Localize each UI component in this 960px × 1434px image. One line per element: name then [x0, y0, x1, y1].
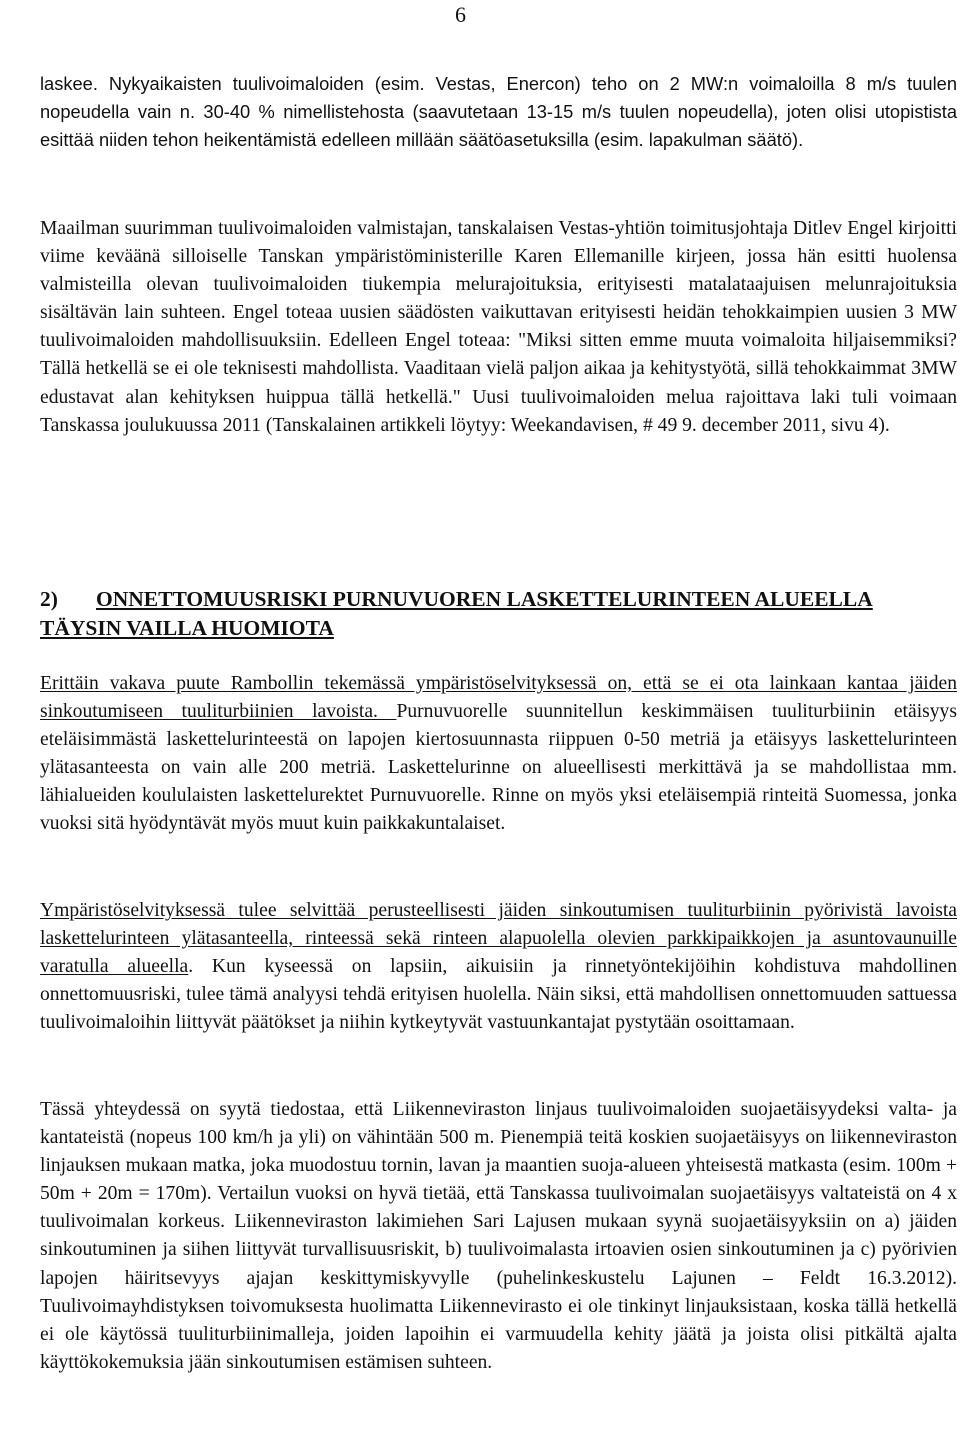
section-title-line1: ONNETTOMUUSRISKI PURNUVUOREN LASKETTELURINTEEN ALUEELLA: [96, 587, 873, 611]
paragraph-wind-power-output: laskee. Nykyaikaisten tuulivoimaloiden (esim. Vestas, Enercon) teho on 2 MW:n voimaloilla 8 m/s tuulen nopeudella vain n. 30-40 % nimellistehosta (saavutetaan 13-15 m/s tuulen nopeudella), joten olisi utopistista esittää niiden tehon heikentämistä edelleen millään säätöasetuksilla (esim. lapakulman säätö).: [40, 73, 957, 151]
paragraph-ice-throw-study-underlined: Ympäristöselvityksessä tulee selvittää perusteellisesti jäiden sinkoutumisen tuuliturbiinin pyörivistä lavoista laskettelurinteen ylätasanteella, rinteessä sekä rinteen alapuolella olevien parkkipaikkojen ja asuntovaunuille varatulla alueella: [40, 900, 957, 978]
paragraph-ski-slope-risk-underlined: Erittäin vakava puute Rambollin tekemässä ympäristöselvityksessä on, että se ei ota lainkaan kantaa jäiden sinkoutumiseen tuuliturbiinien lavoista.: [40, 673, 957, 723]
paragraph-ski-slope-risk: [40, 670, 957, 839]
section-number: 2): [40, 587, 58, 611]
section-heading: [40, 585, 957, 643]
page-number: 6: [455, 2, 466, 27]
paragraph-vestas-letter: Maailman suurimman tuulivoimaloiden valmistajan, tanskalaisen Vestas-yhtiön toimitusjohtaja Ditlev Engel kirjoitti viime keväänä silloiselle Tanskan ympäristöministerille Karen Ellemanille kirjeen, jossa hän esitti huolensa valmisteilla olevan tuulivoimaloiden tiukempia melurajoituksia, erityisesti matalataajuisen melunrajoituksia sisältävän lain suhteen. Engel toteaa uusien säädösten vaikuttavan erityisesti heidän tehokkaimpien uusien 3 MW tuulivoimaloiden mahdollisuuksiin. Edelleen Engel toteaa: "Miksi sitten emme muuta voimaloita hiljaisemmiksi? Tällä hetkellä se ei ole teknisesti mahdollista. Vaaditaan vielä paljon aikaa ja kehitystyötä, sillä tehokkaimmat 3MW edustavat alan kehityksen huippua tällä hetkellä." Uusi tuulivoimaloiden melua rajoittava laki tuli voimaan Tanskassa joulukuussa 2011 (Tanskalainen artikkeli löytyy: Weekandavisen, # 49 9. december 2011, sivu 4).: [40, 218, 957, 436]
paragraph-ski-slope-risk-rest: Purnuvuorelle suunnitellun keskimmäisen tuuliturbiinin etäisyys eteläisimmästä laskettelurinteestä on lapojen kiertosuunnasta riippuen 0-50 metriä ja etäisyys laskettelurinteen ylätasanteesta on vain alle 200 metriä. Laskettelurinne on alueellisesti merkittävä ja se mahdollistaa mm. lähialueiden koululaisten laskettelurektet Purnuvuorelle. Rinne on myös yksi eteläisempiä rinteitä Suomessa, jonka vuoksi sitä hyödyntävät myös muut kuin paikkakuntalaiset.: [40, 701, 957, 835]
paragraph-ice-throw-study: [40, 897, 957, 1037]
paragraph-safety-distances: Tässä yhteydessä on syytä tiedostaa, että Liikenneviraston linjaus tuulivoimaloiden suojaetäisyydeksi valta- ja kantateistä (nopeus 100 km/h ja yli) on vähintään 500 m. Pienempiä teitä koskien suojaetäisyys on liikenneviraston linjauksen mukaan matka, joka muodostuu tornin, lavan ja maantien suoja-alueen yhteisestä matkasta (esim. 100m + 50m + 20m = 170m). Vertailun vuoksi on hyvä tietää, että Tanskassa tuulivoimalan suojaetäisyys valtateistä on 4 x tuulivoimalan korkeus. Liikenneviraston lakimiehen Sari Lajusen mukaan syynä suojaetäisyyksiin on a) jäiden sinkoutuminen ja siihen liittyvät turvallisuusriskit, b) tuulivoimalasta irtoavien osien sinkoutuminen ja c) pyörivien lapojen häiritsevyys ajajan keskittymiskyvylle (puhelinkeskustelu Lajunen – Feldt 16.3.2012). Tuulivoimayhdistyksen toivomuksesta huolimatta Liikennevirasto ei ole tinkinyt linjauksistaan, koska tällä hetkellä ei ole käytössä tuuliturbiinimalleja, joiden lapoihin ei varmuudella kehity jäätä ja joista olisi pitkältä ajalta käyttökokemuksia jään sinkoutumisen estämisen suhteen.: [40, 1099, 957, 1373]
section-title-line2: TÄYSIN VAILLA HUOMIOTA: [40, 616, 334, 640]
paragraph-ice-throw-study-rest: . Kun kyseessä on lapsiin, aikuisiin ja rinnetyöntekijöihin kohdistuva mahdollinen onnettomuusriski, tulee tämä analyysi tehdä erityisen huolella. Näin siksi, että mahdollisen onnettomuuden sattuessa tuulivoimaloihin liittyvät päätökset ja niihin kytkeytyvät vastuunkantajat pystytään osoittamaan.: [40, 956, 957, 1034]
